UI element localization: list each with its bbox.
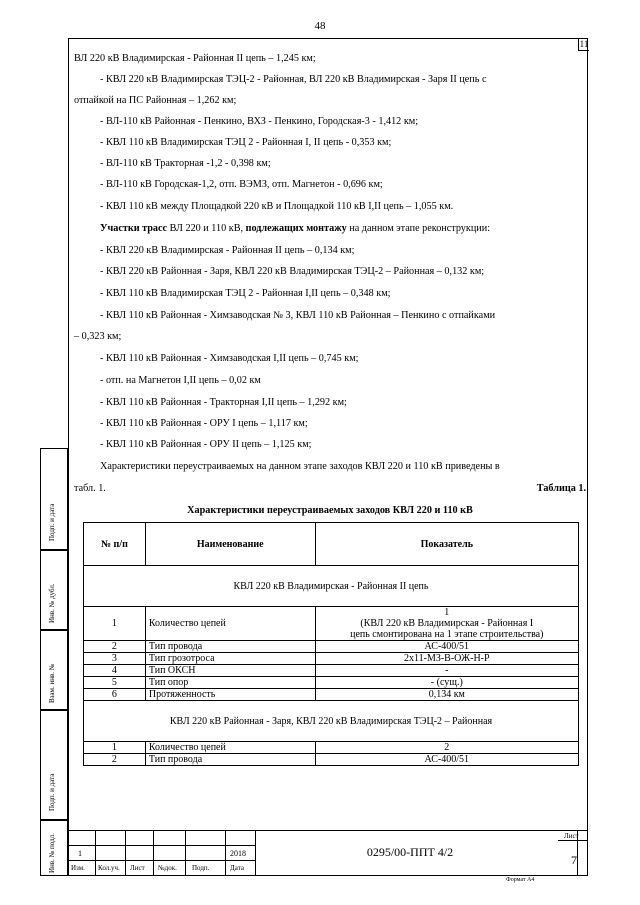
cell-value: 0,134 км	[315, 689, 578, 701]
side-label: Взам. инв. №	[48, 663, 56, 703]
title-block	[68, 830, 588, 876]
side-strip-orig-inv	[40, 820, 68, 876]
group-title: КВЛ 220 кВ Районная - Заря, КВЛ 220 кВ Владимирская ТЭЦ-2 – Районная	[84, 701, 579, 742]
cell-number: 3	[84, 653, 146, 665]
side-label: Инв. № дубл.	[48, 583, 56, 623]
text-line: - КВЛ 110 кВ Районная - Химзаводская № 3, КВЛ 110 кВ Районная – Пенкино с отпайками	[100, 310, 496, 321]
group-row	[84, 701, 579, 742]
text-line: - ВЛ-110 кВ Городская-1,2, отп. ВЭМЗ, отп. Магнетон - 0,696 км;	[100, 179, 383, 190]
cell-number: 5	[84, 677, 146, 689]
format-label: Формат А4	[506, 877, 535, 883]
cell-name: Количество цепей	[145, 742, 315, 754]
side-strip-sign-date-1	[40, 448, 68, 550]
value-line: (КВЛ 220 кВ Владимирская - Районная I	[360, 618, 534, 629]
side-label: Подп. и дата	[48, 773, 56, 811]
cell-value: -	[315, 665, 578, 677]
cell-number: 2	[84, 641, 146, 653]
table-row	[84, 677, 579, 689]
cell-name: Тип провода	[145, 641, 315, 653]
col-date: Дата	[230, 864, 244, 872]
text-line: отпайкой на ПС Районная – 1,262 км;	[74, 95, 237, 106]
text-line: – 0,323 км;	[74, 331, 122, 342]
text-line: - отп. на Магнетон I,II цепь – 0,02 км	[100, 375, 261, 386]
cell-value: 2х11-МЗ-В-ОЖ-Н-Р	[315, 653, 578, 665]
table-row	[84, 607, 579, 641]
text-line: - КВЛ 110 кВ Владимирская ТЭЦ 2 - Районная I, II цепь - 0,353 км;	[100, 137, 392, 148]
table-row	[84, 653, 579, 665]
col-sheet: Лист	[130, 864, 145, 872]
heading-mid: ВЛ 220 и 110 кВ,	[167, 223, 246, 234]
cell-name: Тип ОКСН	[145, 665, 315, 677]
value-line: 1	[444, 607, 450, 618]
col-docno: №док.	[158, 864, 177, 872]
side-label: Подп. и дата	[48, 503, 56, 541]
heading-bold2: подлежащих монтажу	[245, 223, 347, 234]
group-title: КВЛ 220 кВ Владимирская - Районная II цепь	[84, 566, 579, 607]
sheet-label: Лист	[564, 832, 579, 840]
cell-value: АС-400/51	[315, 641, 578, 653]
cell-number: 2	[84, 754, 146, 766]
cell-name: Тип провода	[145, 754, 315, 766]
cell-number: 1	[84, 742, 146, 754]
text-line: - КВЛ 110 кВ Районная - Химзаводская I,II цепь – 0,745 км;	[100, 353, 359, 364]
heading-rest: на данном этапе реконструкции:	[346, 223, 491, 234]
sheet-number: 7	[571, 853, 577, 867]
cell-number: 1	[84, 607, 146, 641]
text-line: - КВЛ 220 кВ Районная - Заря, КВЛ 220 кВ Владимирская ТЭЦ-2 – Районная – 0,132 км;	[100, 266, 485, 277]
table-header-row	[84, 523, 579, 566]
table-row	[84, 665, 579, 677]
text-line: - КВЛ 110 кВ Районная - ОРУ II цепь – 1,125 км;	[100, 439, 312, 450]
cell-value: АС-400/51	[315, 754, 578, 766]
stamp-year: 2018	[230, 849, 246, 858]
header-number: № п/п	[84, 523, 146, 566]
cell-name: Тип опор	[145, 677, 315, 689]
text-line: - КВЛ 110 кВ Владимирская ТЭЦ 2 - Районная I,II цепь – 0,348 км;	[100, 288, 391, 299]
text-line: - КВЛ 110 кВ между Площадкой 220 кВ и Площадкой 110 кВ I,II цепь – 1,055 км.	[100, 201, 454, 212]
cell-number: 4	[84, 665, 146, 677]
table-label: Таблица 1.	[536, 483, 586, 494]
section-heading	[100, 222, 612, 235]
cell-name: Количество цепей	[145, 607, 315, 641]
col-count: Кол.уч.	[98, 864, 120, 872]
intro-line: Характеристики переустраиваемых на данном этапе заходов КВЛ 220 и 110 кВ приведены в	[100, 461, 500, 472]
side-strip-dup-inv	[40, 550, 68, 630]
text-line: - КВЛ 110 кВ Районная - ОРУ I цепь – 1,117 км;	[100, 418, 308, 429]
table-row	[84, 689, 579, 701]
cell-value	[315, 607, 578, 641]
text-line: ВЛ 220 кВ Владимирская - Районная II цепь – 1,245 км;	[74, 53, 316, 64]
page-number: 48	[314, 20, 326, 32]
table-caption: Характеристики переустраиваемых заходов КВЛ 220 и 110 кВ	[187, 505, 473, 516]
text-line: - ВЛ-110 кВ Районная - Пенкино, ВХЗ - Пенкино, Городская-3 - 1,412 км;	[100, 116, 419, 127]
document-code: 0295/00-ППТ 4/2	[366, 845, 454, 859]
header-name: Наименование	[145, 523, 315, 566]
table-row	[84, 754, 579, 766]
group-row	[84, 566, 579, 607]
text-line: - КВЛ 220 кВ Владимирская ТЭЦ-2 - Районная, ВЛ 220 кВ Владимирская - Заря II цепь с	[100, 74, 487, 85]
table-row	[84, 641, 579, 653]
sheet-corner-number: 11	[579, 39, 589, 49]
value-line: цепь смонтирована на 1 этапе строительства)	[350, 629, 544, 640]
header-value: Показатель	[315, 523, 578, 566]
text-line: - ВЛ-110 кВ Тракторная -1,2 - 0,398 км;	[100, 158, 271, 169]
side-strip-replace-inv	[40, 630, 68, 710]
intro-line: табл. 1.	[74, 483, 106, 494]
side-label: Инв. № подл.	[48, 833, 56, 873]
characteristics-table	[83, 522, 579, 766]
col-change: Изм.	[71, 864, 85, 872]
heading-bold: Участки трасс	[100, 223, 168, 234]
cell-value: - (сущ.)	[315, 677, 578, 689]
cell-value: 2	[315, 742, 578, 754]
cell-name: Протяженность	[145, 689, 315, 701]
col-sign: Подп.	[192, 864, 210, 872]
cell-number: 6	[84, 689, 146, 701]
side-strip-sign-date-2	[40, 710, 68, 820]
cell-name: Тип грозотроса	[145, 653, 315, 665]
text-line: - КВЛ 220 кВ Владимирская - Районная II цепь – 0,134 км;	[100, 245, 355, 256]
change-number: 1	[78, 849, 82, 858]
table-row	[84, 742, 579, 754]
text-line: - КВЛ 110 кВ Районная - Тракторная I,II цепь – 1,292 км;	[100, 397, 347, 408]
